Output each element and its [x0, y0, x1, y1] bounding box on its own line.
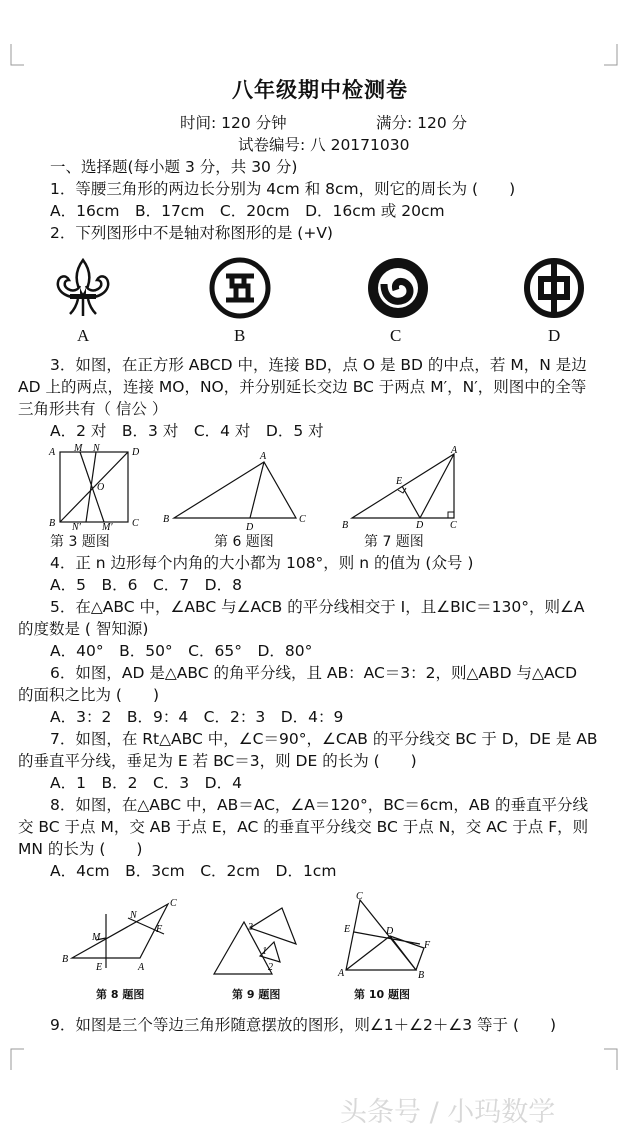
fig7-pt-c: C: [450, 520, 457, 530]
fig10-pt-d: D: [386, 926, 394, 937]
fig8-pt-f: F: [156, 924, 163, 935]
fig7-pt-e: E: [396, 476, 403, 487]
q3-line1: 3．如图，在正方形 ABCD 中，连接 BD，点 O 是 BD 的中点，若 M，N 是边: [50, 356, 587, 374]
fig9-angle-3: 3: [248, 922, 253, 933]
crop-mark-top-left: [10, 44, 24, 66]
fig3-pt-m-prime: M′: [102, 522, 113, 530]
q5-line2: 的度数是 ( 智知源): [18, 620, 149, 638]
figure-q10-triangle: [336, 892, 436, 982]
q2-label-d: D: [548, 326, 561, 345]
figure-q7-right-triangle: [340, 444, 470, 530]
fleur-de-lis-icon: [48, 256, 118, 320]
q8-line3: MN 的长为 ( ): [18, 840, 143, 858]
q6-line1: 6．如图，AD 是△ABC 的角平分线，且 AB：AC＝3：2，则△ABD 与△ACD: [50, 664, 578, 682]
q5-options: A．40° B．50° C．65° D．80°: [50, 642, 313, 660]
fig8-pt-m: M: [92, 932, 101, 943]
fig8-pt-b: B: [62, 954, 69, 965]
fig10-pt-a: A: [338, 968, 345, 979]
exam-time: 时间: 120 分钟: [180, 114, 287, 132]
q5-line1: 5．在△ABC 中，∠ABC 与∠ACB 的平分线相交于 I，且∠BIC＝130°，则∠A: [50, 598, 585, 616]
q8-line2: 交 BC 于点 M，交 AB 于点 E，AC 的垂直平分线交 BC 于点 N，交 AC 于点 F，则: [18, 818, 589, 836]
fig8-pt-c: C: [170, 898, 177, 909]
fig6-pt-d: D: [246, 522, 254, 530]
fig7-pt-d: D: [416, 520, 424, 530]
section-heading: 一、选择题(每小题 3 分，共 30 分): [50, 158, 298, 176]
q7-line2: 的垂直平分线，垂足为 E 若 BC＝3，则 DE 的长为 ( ): [18, 752, 417, 770]
fig10-pt-c: C: [356, 892, 363, 902]
caption-q3: 第 3 题图: [50, 534, 110, 550]
fig6-pt-c: C: [299, 514, 306, 525]
figure-q9-triangles: [208, 898, 308, 980]
watermark: 头条号 / 小玛数学: [340, 1097, 556, 1128]
fig3-pt-n-prime: N′: [72, 522, 81, 530]
crop-mark-bottom-right: [604, 1048, 618, 1070]
q2-label-c: C: [390, 326, 402, 345]
exam-score: 满分: 120 分: [376, 114, 468, 132]
fig8-pt-e: E: [96, 962, 103, 973]
fig10-pt-e: E: [344, 924, 351, 935]
fig6-pt-b: B: [163, 514, 170, 525]
caption-q10: 第 10 题图: [354, 988, 410, 1001]
q1-stem: 1．等腰三角形的两边长分别为 4cm 和 8cm，则它的周长为 ( ): [50, 180, 516, 198]
q9-stem: 9．如图是三个等边三角形随意摆放的图形，则∠1＋∠2＋∠3 等于 ( ): [50, 1016, 557, 1034]
figure-q3-square: [46, 444, 146, 530]
q6-options: A．3：2 B．9：4 C．2：3 D．4：9: [50, 708, 344, 726]
q3-options: A．2 对 B．3 对 C．4 对 D．5 对: [50, 422, 324, 440]
q8-options: A．4cm B．3cm C．2cm D．1cm: [50, 862, 337, 880]
q3-line3: 三角形共有（ 信公 ）: [18, 400, 168, 418]
fig8-pt-n: N: [130, 910, 137, 921]
fig10-pt-f: F: [424, 940, 431, 951]
q6-line2: 的面积之比为 ( ): [18, 686, 160, 704]
fig3-pt-d: D: [132, 447, 140, 458]
fig3-pt-c: C: [132, 518, 139, 529]
q2-label-b: B: [234, 326, 246, 345]
q1-options: A．16cm B．17cm C．20cm D．16cm 或 20cm: [50, 202, 445, 220]
q7-options: A．1 B．2 C．3 D．4: [50, 774, 242, 792]
bank-logo-b-icon: [208, 256, 272, 320]
q8-line1: 8．如图，在△ABC 中，AB＝AC，∠A＝120°，BC＝6cm，AB 的垂直平分线: [50, 796, 589, 814]
caption-q7: 第 7 题图: [364, 534, 424, 550]
fig7-pt-a: A: [451, 445, 458, 456]
fig3-pt-b: B: [49, 518, 56, 529]
crop-mark-top-right: [604, 44, 618, 66]
fig3-pt-m: M: [74, 444, 83, 454]
page-title: 八年级期中检测卷: [232, 78, 408, 102]
q2-stem: 2．下列图形中不是轴对称图形的是 (+V): [50, 224, 333, 242]
fig3-pt-n: N: [93, 444, 100, 454]
fig3-pt-a: A: [49, 447, 56, 458]
crop-mark-bottom-left: [10, 1048, 24, 1070]
bank-logo-c-icon: [364, 254, 432, 322]
fig10-pt-b: B: [418, 970, 425, 981]
bank-logo-d-icon: [522, 256, 586, 320]
q2-label-a: A: [77, 326, 90, 345]
exam-code: 试卷编号: 八 20171030: [238, 136, 410, 154]
fig9-angle-1: 1: [262, 946, 267, 957]
fig7-pt-b: B: [342, 520, 349, 530]
q7-line1: 7．如图，在 Rt△ABC 中，∠C＝90°，∠CAB 的平分线交 BC 于 D，DE 是 AB: [50, 730, 598, 748]
fig6-pt-a: A: [260, 451, 267, 462]
fig9-angle-2: 2: [268, 962, 273, 973]
caption-q9: 第 9 题图: [232, 988, 281, 1001]
q3-line2: AD 上的两点，连接 MO，NO，并分别延长交边 BC 于两点 M′，N′，则图中的全等: [18, 378, 587, 396]
caption-q8: 第 8 题图: [96, 988, 145, 1001]
q4-options: A．5 B．6 C．7 D．8: [50, 576, 242, 594]
fig3-pt-o: O: [97, 482, 105, 493]
fig8-pt-a: A: [138, 962, 145, 973]
figure-q8-triangle: [60, 894, 190, 980]
q4-stem: 4．正 n 边形每个内角的大小都为 108°，则 n 的值为 (众号 ): [50, 554, 474, 572]
figure-q6-triangle: [160, 448, 320, 530]
caption-q6: 第 6 题图: [214, 534, 274, 550]
